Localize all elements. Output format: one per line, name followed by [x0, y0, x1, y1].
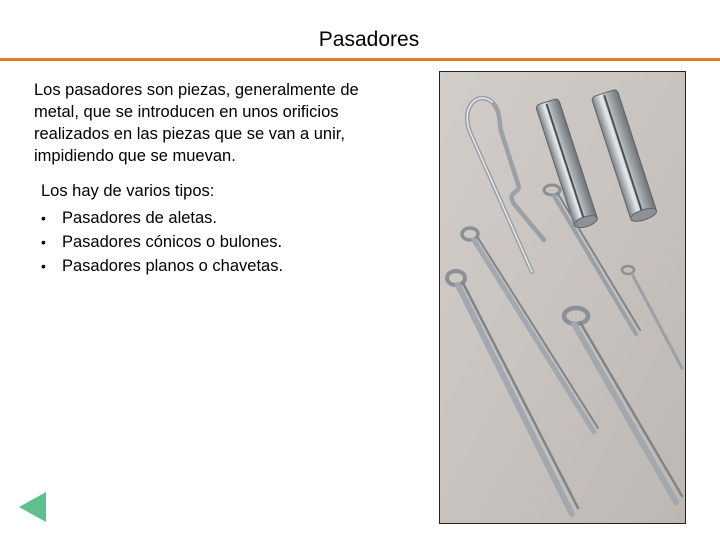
list-item	[41, 230, 381, 254]
intro-paragraph: Los pasadores son piezas, generalmente de metal, que se introducen en unos orificios realizados en las piezas que se van a unir, impidiendo que se muevan.	[34, 81, 359, 165]
types-heading: Los hay de varios tipos:	[41, 182, 215, 200]
pins-photo	[439, 71, 686, 524]
list-item-text: Pasadores de aletas.	[62, 209, 218, 227]
types-list	[41, 206, 381, 278]
bullet-icon: •	[41, 210, 46, 226]
triangle-left-icon[interactable]	[19, 492, 46, 522]
bullet-icon: •	[41, 258, 46, 274]
nav-back-shape	[19, 492, 46, 522]
bullet-icon: •	[41, 234, 46, 250]
slide-title: Pasadores	[318, 28, 420, 51]
list-item-text: Pasadores cónicos o bulones.	[62, 233, 283, 251]
list-item	[41, 206, 381, 230]
title-divider	[0, 58, 720, 61]
list-item-text: Pasadores planos o chavetas.	[62, 257, 284, 275]
list-item	[41, 254, 381, 278]
